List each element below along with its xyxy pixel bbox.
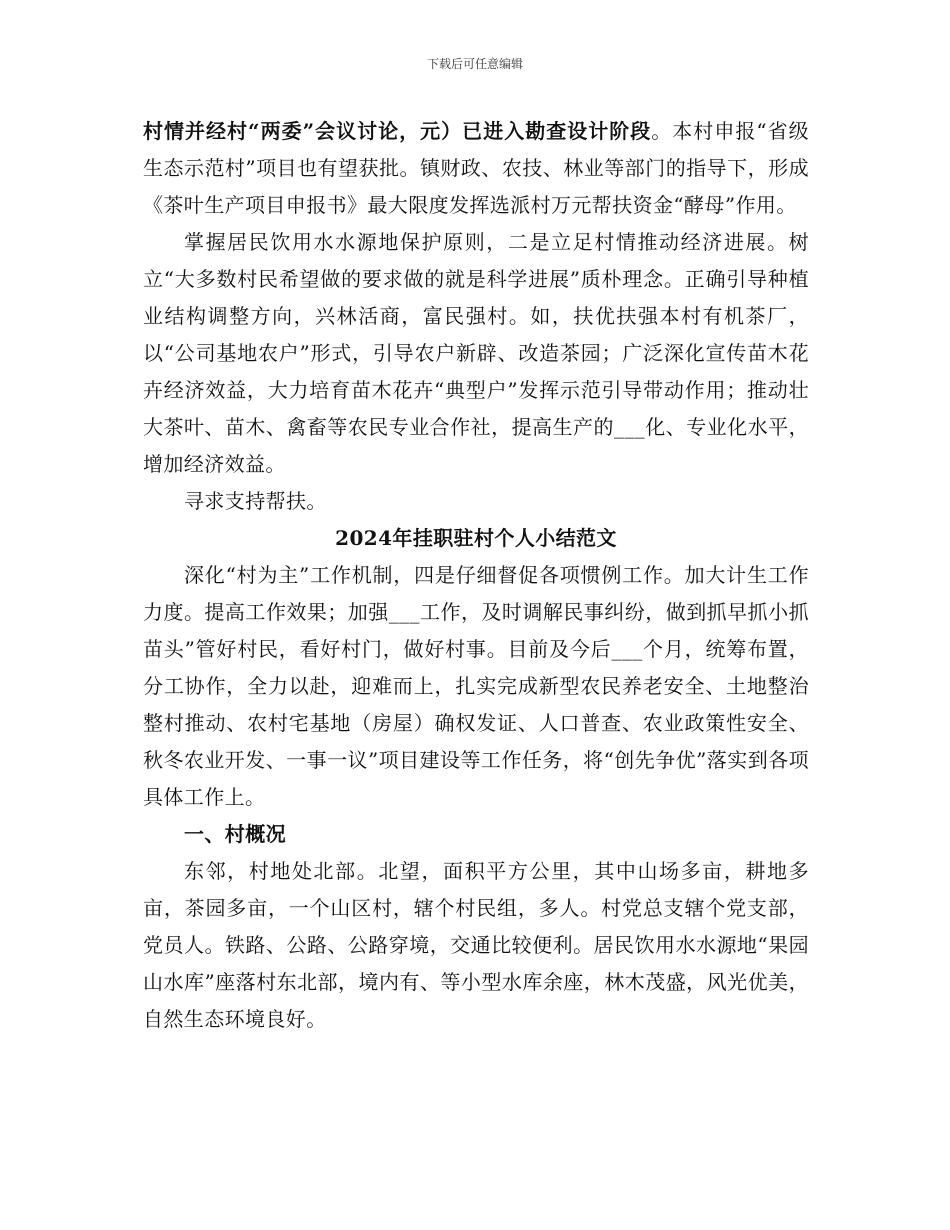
paragraph-1-rest: 。本村申报“省级生态示范村”项目也有望获批。镇财政、农技、林业等部门的指导下，形成《茶叶生产项目申报书》最大限度发挥选派村万元帮扶资金“酵母”作用。 [143,119,809,217]
paragraph-1-bold: 村情并经村“两委”会议讨论，元）已进入勘查设计阶段 [143,119,652,143]
paragraph-4: 深化“村为主”工作机制，四是仔细督促各项惯例工作。加大计生工作力度。提高工作效果；加强___工作，及时调解民事纠纷，做到抓早抓小抓苗头”管好村民，看好村门，做好村事。目前及今后___个月，统筹布置，分工协作，全力以赴，迎难而上，扎实完成新型农民养老安全、土地整治整村推动、农村宅基地（房屋）确权发证、人口普查、农业政策性安全、秋冬农业开发、一事一议”项目建设等工作任务，将“创先争优”落实到各项具体工作上。 [143,563,809,809]
document-body [143,113,809,1038]
section-title: 2024年挂职驻村个人小结范文 [335,526,617,550]
paragraph-1 [143,113,809,224]
page-header: 下载后可任意编辑 [426,57,523,71]
section-heading: 一、村概况 [184,822,286,846]
paragraph-5: 东邻，村地处北部。北望，面积平方公里，其中山场多亩，耕地多亩，茶园多亩，一个山区村，辖个村民组，多人。村党总支辖个党支部，党员人。铁路、公路、公路穿境，交通比较便利。居民饮用水水源地“果园山水库”座落村东北部，境内有、等小型水库余座，林木茂盛，风光优美，自然生态环境良好。 [143,859,809,1031]
paragraph-3: 寻求支持帮扶。 [184,489,327,513]
paragraph-2: 掌握居民饮用水水源地保护原则，二是立足村情推动经济进展。树立“大多数村民希望做的要求做的就是科学进展”质朴理念。正确引导种植业结构调整方向，兴林活商，富民强村。如，扶优扶强本村有机茶厂，以“公司基地农户”形式，引导农户新辟、改造茶园；广泛深化宣传苗木花卉经济效益，大力培育苗木花卉“典型户”发挥示范引导带动作用；推动壮大茶叶、苗木、禽畜等农民专业合作社，提高生产的___化、专业化水平，增加经济效益。 [143,230,809,476]
